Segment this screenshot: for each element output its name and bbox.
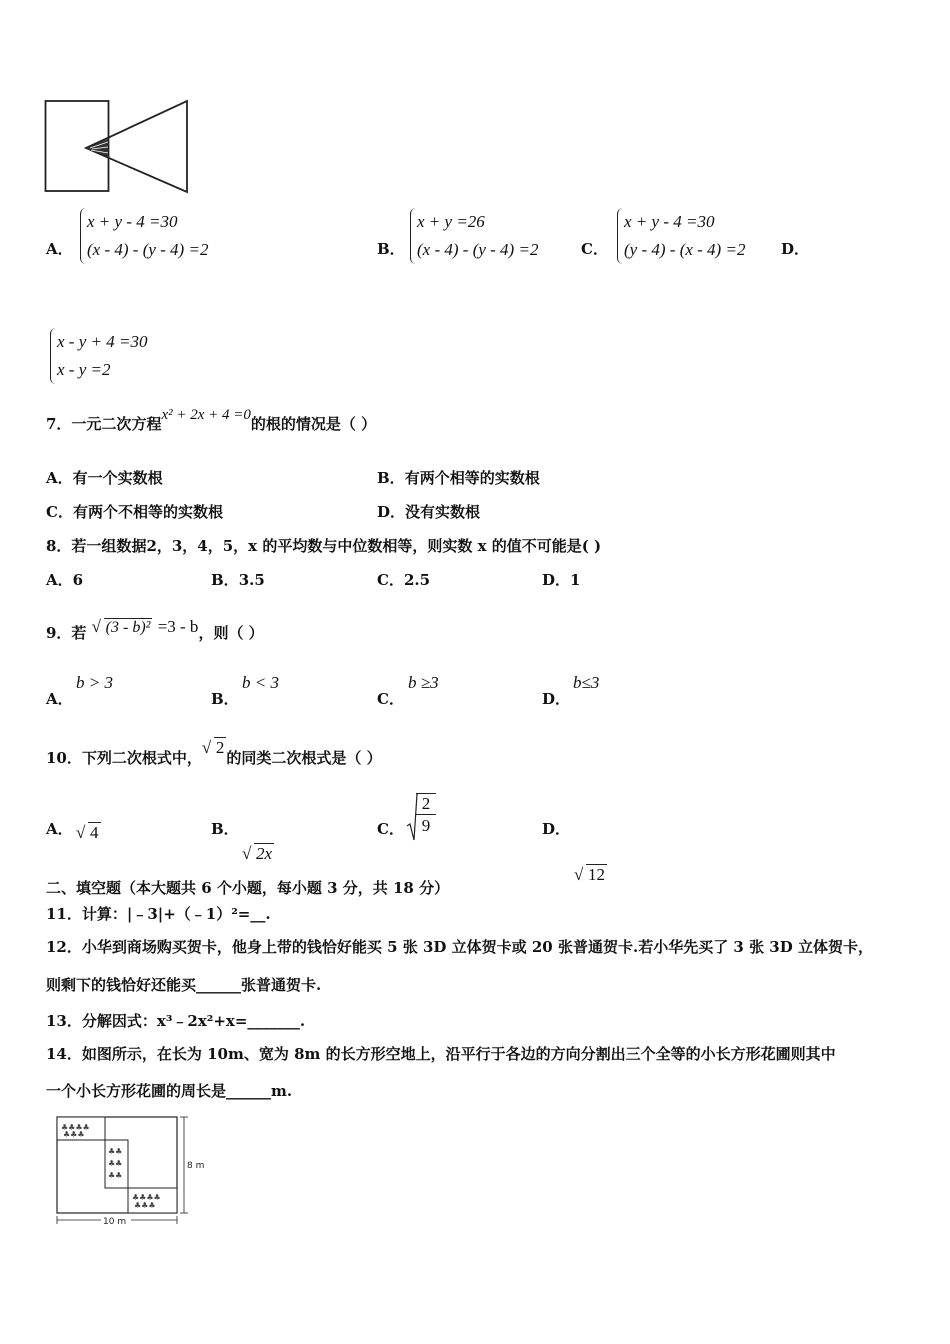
q14-height-label: 8 m <box>187 1161 205 1171</box>
svg-text:♣♣♣: ♣♣♣ <box>63 1130 85 1139</box>
equation-system-b: x + y =26 (x - 4) - (y - 4) =2 <box>410 208 538 264</box>
q8-option-c[interactable]: C．2.5 <box>377 571 431 589</box>
q7-question: 7．一元二次方程x² + 2x + 4 =0的根的情况是（ ） <box>46 407 377 433</box>
q8-question: 8．若一组数据2，3，4，5，x 的平均数与中位数相等，则实数 x 的值不可能是( ) <box>46 537 602 555</box>
svg-text:♣♣: ♣♣ <box>108 1171 123 1180</box>
q8-option-d[interactable]: D．1 <box>542 571 581 589</box>
q10-sqrt: √ 2 <box>201 738 225 757</box>
q7-option-a[interactable]: A．有一个实数根 <box>46 469 163 487</box>
q10-option-d[interactable]: D． √ 12 <box>542 820 605 884</box>
svg-text:♣♣: ♣♣ <box>108 1147 123 1156</box>
q8-option-a[interactable]: A．6 <box>46 571 84 589</box>
q14-width-label: 10 m <box>103 1217 127 1227</box>
q10-question: 10．下列二次根式中， √ 2的同类二次根式是（ ） <box>46 738 382 767</box>
q14-figure <box>50 1114 210 1230</box>
q9-sqrt: √ (3 - b)² <box>91 617 151 636</box>
svg-text:♣♣: ♣♣ <box>108 1159 123 1168</box>
q7-option-d[interactable]: D．没有实数根 <box>377 503 481 521</box>
q10-c-fraction: 2 9 <box>416 793 436 837</box>
equation-system-d: x - y + 4 =30 x - y =2 <box>50 328 147 384</box>
q10-b-sqrt: √ 2x <box>242 844 273 863</box>
svg-text:♣♣♣: ♣♣♣ <box>134 1201 156 1210</box>
equation-system-c: x + y - 4 =30 (y - 4) - (x - 4) =2 <box>617 208 745 264</box>
q12-question-line2: 则剩下的钱恰好还能买______张普通贺卡. <box>46 976 322 994</box>
q7-equation: x² + 2x + 4 =0 <box>161 407 251 423</box>
q14-question-line1: 14．如图所示，在长为 10m、宽为 8m 的长方形空地上，沿平行于各边的方向分割出三个全等的小长方形花圃则其中 <box>46 1045 836 1063</box>
svg-text:♣♣♣♣: ♣♣♣♣ <box>132 1193 161 1202</box>
q8-option-b[interactable]: B．3.5 <box>211 571 265 589</box>
q10-option-b[interactable]: B． √ 2x <box>211 820 273 863</box>
q13-question: 13．分解因式：x³﹣2x²+x=_______. <box>46 1012 306 1030</box>
svg-text:♣♣♣♣: ♣♣♣♣ <box>61 1123 90 1132</box>
q14-question-line2: 一个小长方形花圃的周长是______m. <box>46 1082 293 1100</box>
q11-question: 11．计算：|﹣3|+（﹣1）²=__. <box>46 905 271 923</box>
q10-a-sqrt: √ 4 <box>76 823 99 842</box>
section-heading: 二、填空题（本大题共 6 个小题，每小题 3 分，共 18 分） <box>46 879 450 897</box>
q7-option-c[interactable]: C．有两个不相等的实数根 <box>46 503 223 521</box>
q6-figure <box>44 98 194 194</box>
q10-option-a[interactable]: A． √ 4 <box>46 820 99 842</box>
q9-question: 9．若 √ (3 - b)² =3 - b，则（ ） <box>46 617 264 642</box>
q10-d-sqrt: √ 12 <box>574 865 605 884</box>
q7-option-b[interactable]: B．有两个相等的实数根 <box>377 469 540 487</box>
q12-question-line1: 12．小华到商场购买贺卡，他身上带的钱恰好能买 5 张 3D 立体贺卡或 20 张普通贺卡.若小华先买了 3 张 3D 立体贺卡， <box>46 938 873 956</box>
equation-system-a: x + y - 4 =30 (x - 4) - (y - 4) =2 <box>80 208 208 264</box>
